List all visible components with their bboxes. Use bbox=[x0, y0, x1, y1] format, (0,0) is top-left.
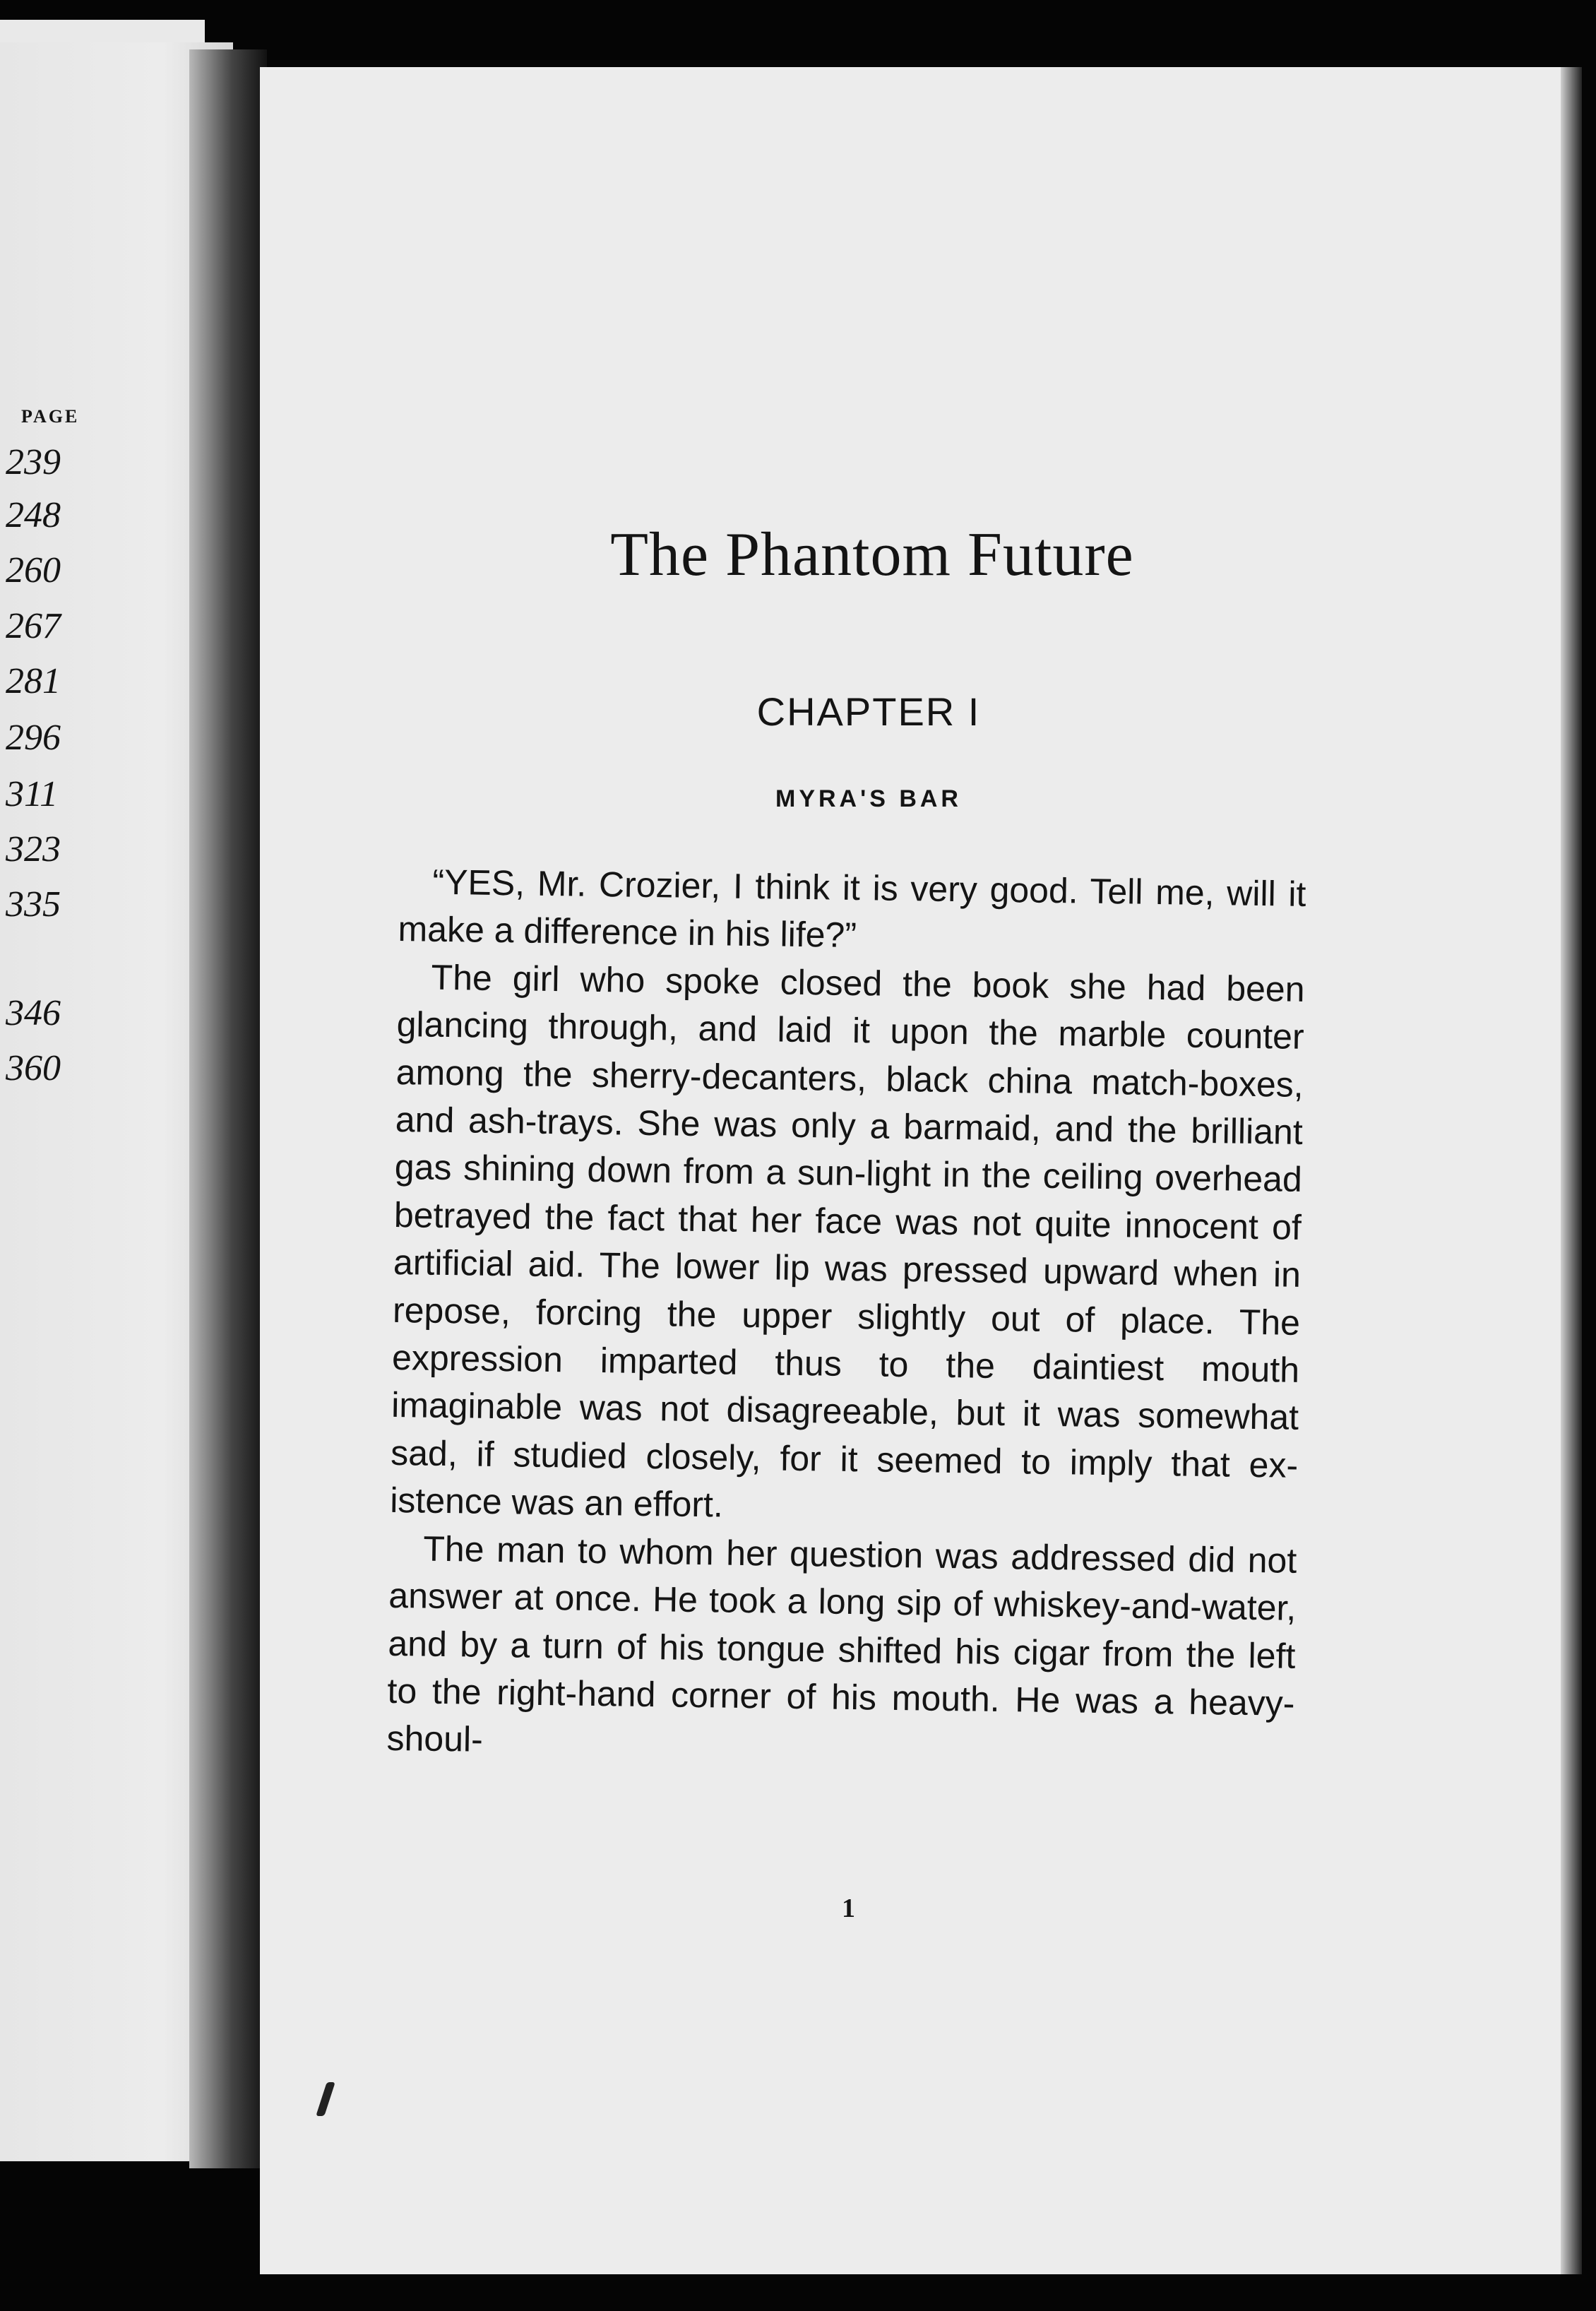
book-title: The Phantom Future bbox=[610, 521, 1134, 589]
page-number: 311 bbox=[6, 774, 59, 814]
body-text bbox=[386, 858, 1306, 1776]
chapter-title: MYRA'S BAR bbox=[775, 785, 962, 812]
page-number: 281 bbox=[6, 661, 61, 701]
page-number: 335 bbox=[6, 884, 61, 925]
book-spine-gutter bbox=[189, 49, 267, 2168]
page-number: 296 bbox=[6, 718, 61, 758]
paragraph: The girl who spoke closed the book she had been glancing through, and laid it upon the marble counter among the sherry-decanters, black china match-boxes, and ash-trays. She was only a barmaid, and the brilliant gas shining down from a sun-light in the ceiling overhead betrayed the fact that her face was not quite innocent of artificial aid. The lower lip was pressed upward when in repose, forcing the upper slightly out of place. The expression imparted thus to the daintiest mouth imaginable was not disagreeable, but it was somewhat sad, if studied closely, for it seemed to imply that existence was an effort. bbox=[389, 957, 1305, 1525]
page-number: 260 bbox=[6, 550, 61, 590]
page-number: 346 bbox=[6, 993, 61, 1033]
paragraph: “YES, Mr. Crozier, I think it is very good. Tell me, will it make a difference in his life?” bbox=[398, 862, 1306, 956]
main-page-edge-shadow bbox=[1561, 67, 1582, 2274]
page-number: 323 bbox=[6, 829, 61, 869]
page-folio: 1 bbox=[842, 1894, 855, 1923]
page-number: 248 bbox=[6, 495, 61, 535]
page-number: 267 bbox=[6, 606, 61, 646]
page-number: 239 bbox=[6, 442, 61, 482]
paragraph: The man to whom her question was addressed did not answer at once. He took a long sip of whiskey-and-water, and by a turn of his tongue shifted his cigar from the left to the right-hand corner of his mouth. He was a heavy-shoul- bbox=[386, 1528, 1297, 1760]
chapter-heading: CHAPTER I bbox=[756, 689, 981, 734]
page-column-label: PAGE bbox=[21, 406, 80, 427]
page-number: 360 bbox=[6, 1048, 61, 1088]
